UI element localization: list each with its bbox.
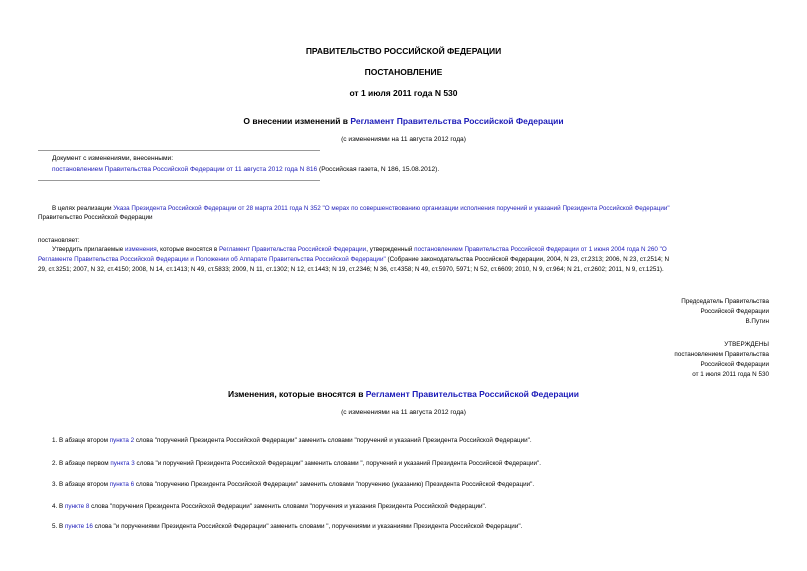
preamble-intro: В целях реализации xyxy=(52,205,114,212)
item-link[interactable]: пункта 2 xyxy=(109,437,135,444)
item-text: слова "поручения Президента Российской Федерации" заменить словами "поручения и указания Президента Российской Федерации". xyxy=(89,503,487,510)
approved-line-4: от 1 июля 2011 года N 530 xyxy=(692,371,769,378)
item-text: слова "и поручениями Президента Российской Федерации" заменить словами ", поручениями и указаниями Президента Российской Федерации". xyxy=(92,523,523,530)
amendment-link[interactable]: постановлением Правительства Российской Федерации от 11 августа 2012 года N 816 xyxy=(52,166,318,173)
signature-name: В.Путин xyxy=(745,318,769,325)
list-item xyxy=(52,480,534,490)
changes-title xyxy=(0,389,807,399)
government-subject: Правительство Российской Федерации xyxy=(38,214,153,221)
amendment-source: (Российская газета, N 186, 15.08.2012). xyxy=(317,166,440,173)
item-link[interactable]: пункта 6 xyxy=(109,481,135,488)
item-text: 4. В xyxy=(52,503,65,510)
changes-box-label: Документ с изменениями, внесенными: xyxy=(52,155,174,162)
changes-link[interactable]: изменения xyxy=(125,246,157,253)
decree-line-1 xyxy=(52,245,667,255)
item-text: 3. В абзаце втором xyxy=(52,481,110,488)
changes-title-text: Изменения, которые вносятся в xyxy=(228,389,366,399)
approved-line-3: Российской Федерации xyxy=(700,361,769,368)
reglament-link[interactable]: Регламент Правительства Российской Федерации xyxy=(350,116,564,126)
item-text: слова "и поручений Президента Российской Федерации" заменить словами ", поручений и указаний Президента Российской Федерации". xyxy=(134,460,542,467)
decree-line-2 xyxy=(38,255,669,265)
divider-bottom xyxy=(38,180,320,181)
decree-text: Утвердить прилагаемые xyxy=(52,246,125,253)
item-text: слова "поручению Президента Российской Федерации" заменить словами "поручению (указанию) Президента Российской Федерации". xyxy=(134,481,535,488)
government-heading: ПРАВИТЕЛЬСТВО РОССИЙСКОЙ ФЕДЕРАЦИИ xyxy=(305,46,502,56)
resolution-260-link[interactable]: постановлением Правительства Российской Федерации от 1 июня 2004 года N 260 "О xyxy=(414,246,667,253)
signature-position: Председатель Правительства xyxy=(681,298,769,305)
list-item xyxy=(52,522,522,532)
approved-heading: УТВЕРЖДЕНЫ xyxy=(724,341,769,348)
changes-section-note: (с изменениями на 11 августа 2012 года) xyxy=(341,409,466,416)
document-title xyxy=(0,116,807,126)
item-link[interactable]: пункта 3 xyxy=(110,460,135,467)
item-link[interactable]: пункте 8 xyxy=(64,503,90,510)
decree-352-link[interactable]: Указа Президента Российской Федерации от 28 марта 2011 года N 352 "О мерах по совершенствованию организации исполнения поручений и указаний Президента Российской Федерации" xyxy=(113,205,670,212)
decree-text: (Собрание законодательства Российской Федерации, 2004, N 23, ст.2313; 2006, N 23, ст.2514; N xyxy=(385,256,670,263)
item-text: 1. В абзаце втором xyxy=(52,437,110,444)
list-item xyxy=(52,436,532,446)
decree-line-3: 29, ст.3251; 2007, N 32, ст.4150; 2008, N 14, ст.1413; N 49, ст.5833; 2009, N 11, ст.1302; N 12, ст.1443; N 19, ст.2346; N 36, ст.4358; N 49, ст.5970, 5971; N 52, ст.6609; 2010, N 9, ст.964; N 21, ст.2602; 2011, N 9, ст.1251). xyxy=(38,266,664,273)
list-item xyxy=(52,502,487,512)
reglament-link-2[interactable]: Регламент Правительства Российской Федерации xyxy=(219,246,367,253)
item-link[interactable]: пункте 16 xyxy=(64,523,93,530)
decree-text: , утвержденный xyxy=(366,246,415,253)
document-date: от 1 июля 2011 года N 530 xyxy=(349,88,458,98)
divider-top xyxy=(38,150,320,151)
list-item xyxy=(52,459,541,469)
resolution-260-link-cont[interactable]: Регламенте Правительства Российской Федерации и Положении об Аппарате Правительства Российской Федерации" xyxy=(38,256,386,263)
approved-line-2: постановлением Правительства xyxy=(674,351,769,358)
reglament-link-3[interactable]: Регламент Правительства Российской Федерации xyxy=(365,389,579,399)
decree-word: постановляет: xyxy=(38,237,80,244)
changes-note: (с изменениями на 11 августа 2012 года) xyxy=(341,136,466,143)
item-text: 5. В xyxy=(52,523,65,530)
document-title-text: О внесении изменений в xyxy=(243,116,351,126)
item-text: слова "поручений Президента Российской Федерации" заменить словами "поручений и указаний Президента Российской Федерации". xyxy=(134,437,532,444)
document-type: ПОСТАНОВЛЕНИЕ xyxy=(364,67,443,77)
item-text: 2. В абзаце первом xyxy=(52,460,111,467)
changes-box-entry xyxy=(52,165,439,175)
decree-text: , которые вносятся в xyxy=(156,246,220,253)
signature-country: Российской Федерации xyxy=(700,308,769,315)
